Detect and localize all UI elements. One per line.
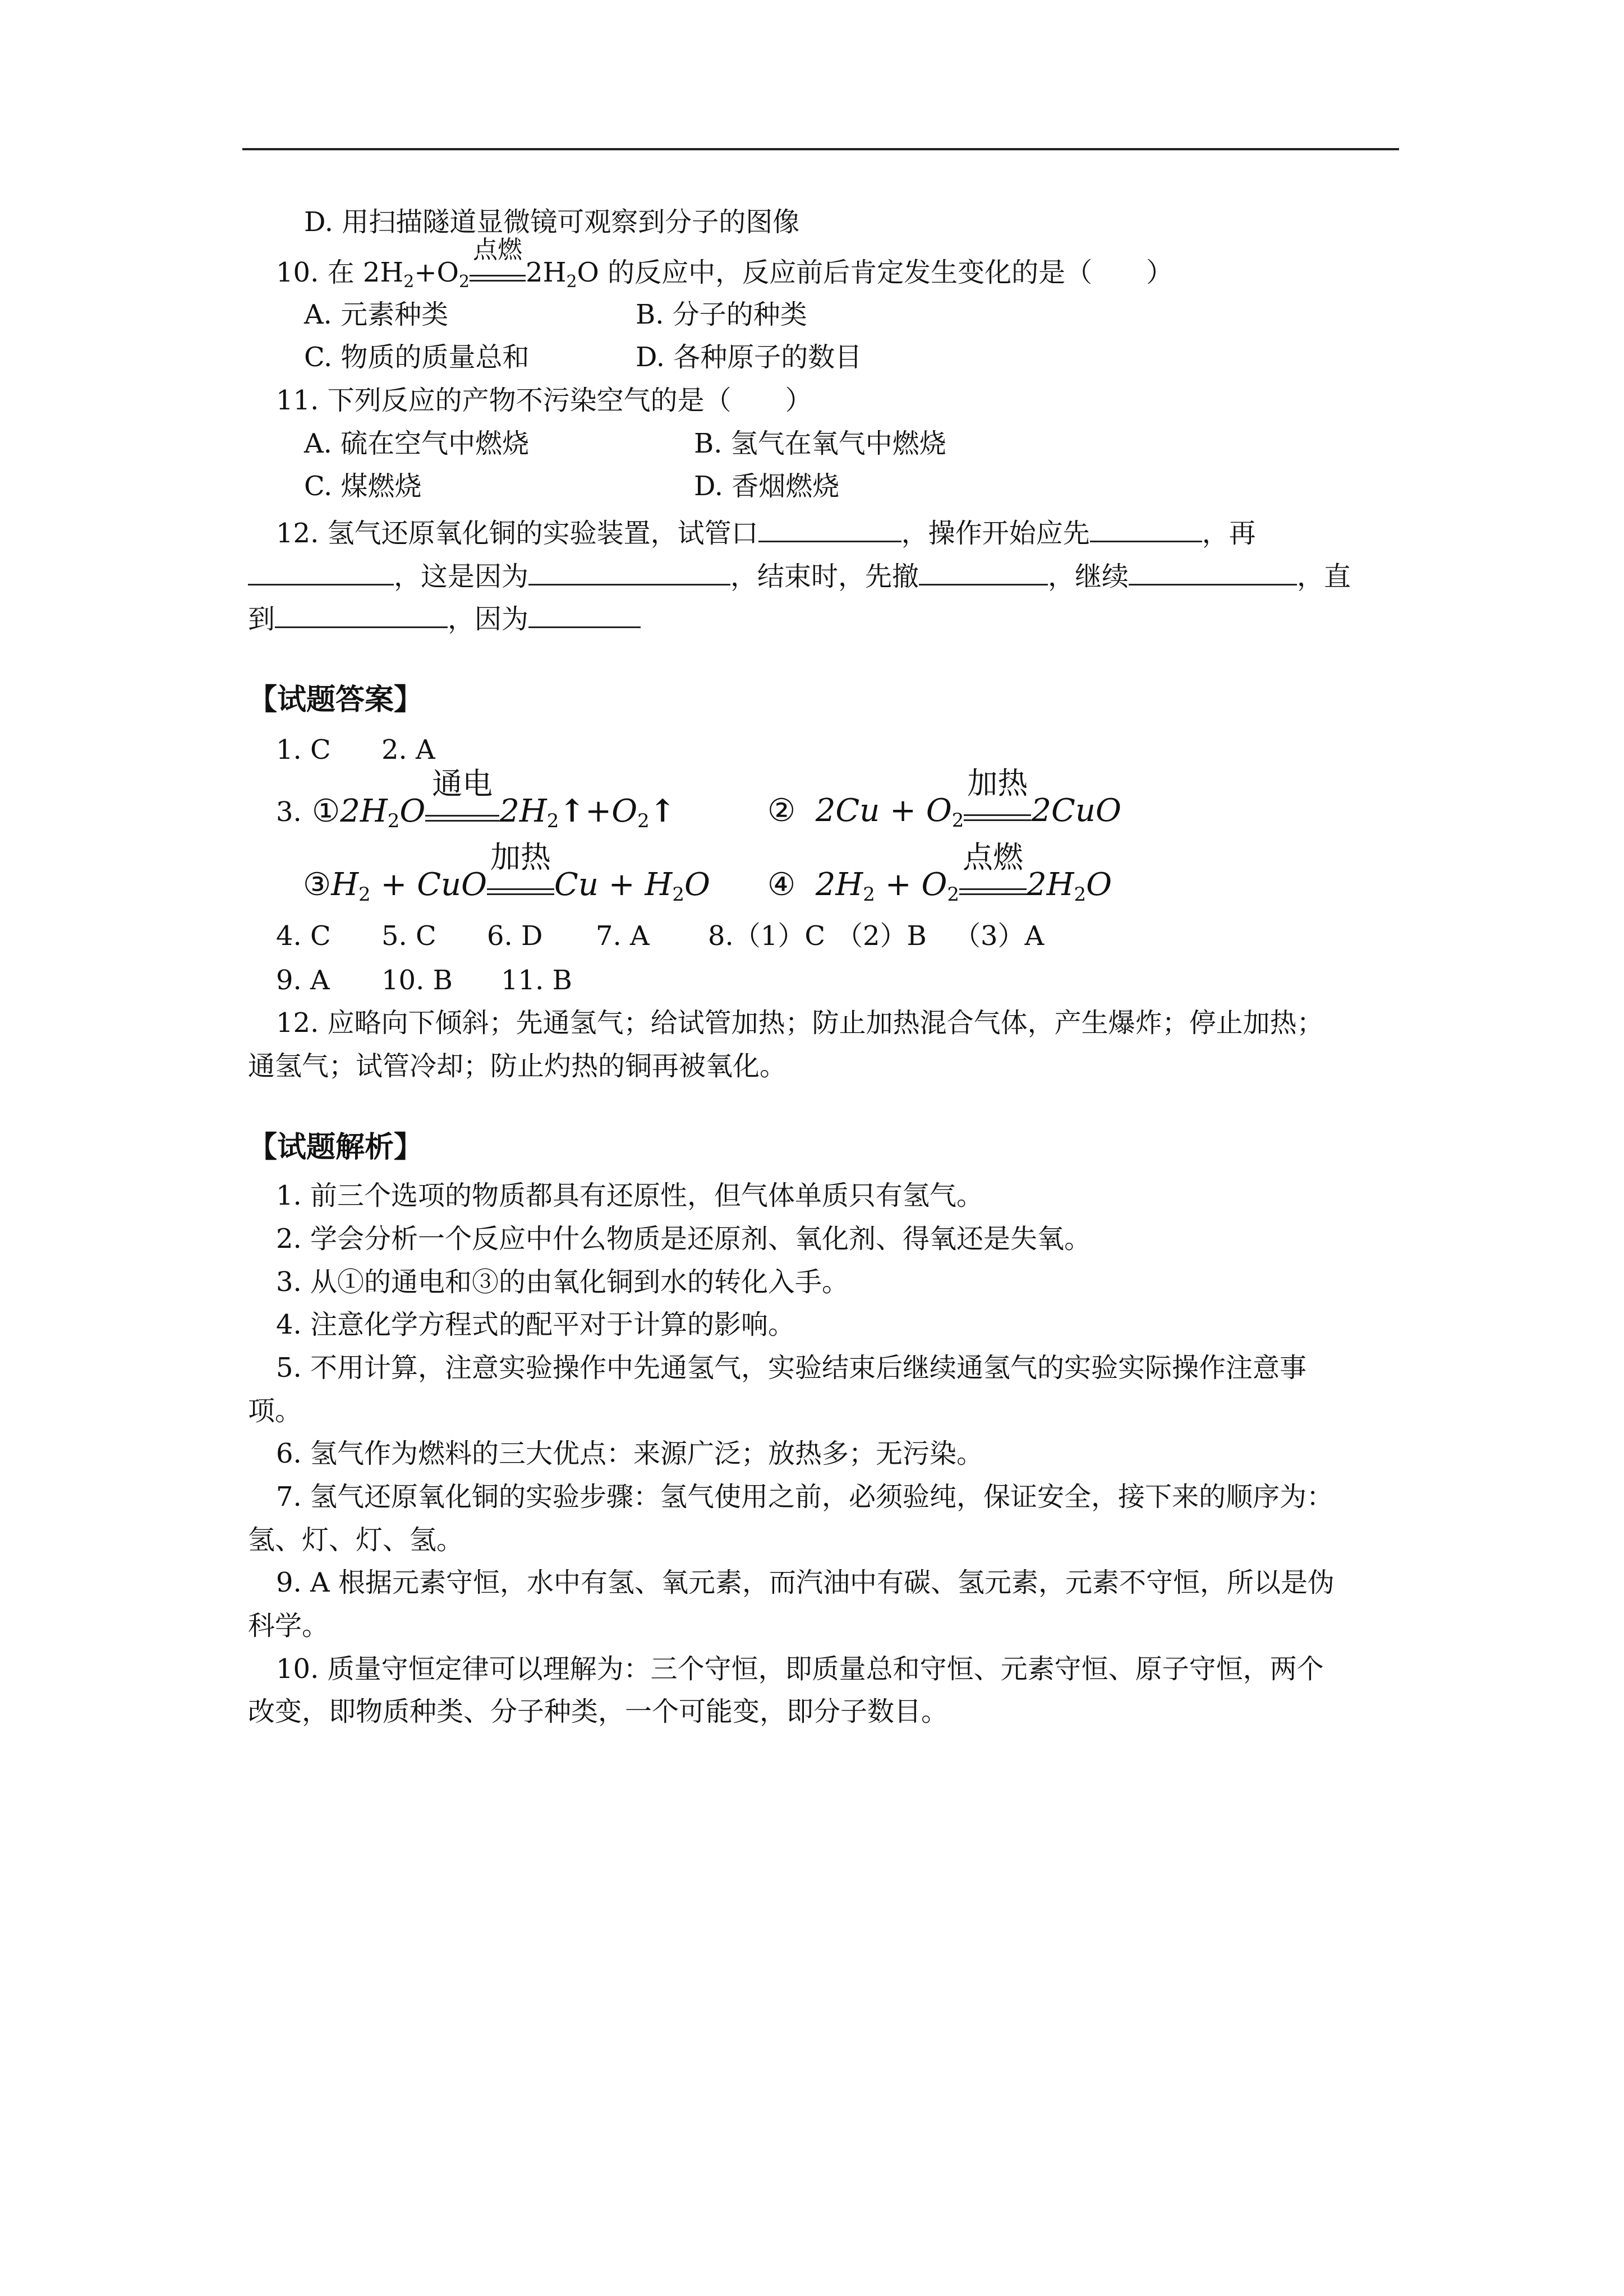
q12-blank[interactable] [919,559,1048,585]
q11-option-b: B. 氢气在氧气中燃烧 [694,428,946,459]
q10-prefix: 10. 在 2H [276,257,404,288]
analysis-10-line-1: 10. 质量守恒定律可以理解为：三个守恒，即质量总和守恒、元素守恒、原子守恒，两个 [276,1653,1324,1685]
eq-circle-1: ① [312,793,341,829]
q12-blank[interactable] [1090,516,1202,542]
answer-8-3: （3）A [954,920,1045,952]
eq-circle-2: ② [767,792,796,829]
eq1-condition-label: 通电 [432,766,493,801]
q10-equals-bar [470,275,526,282]
answer-1: 1. C [276,734,331,766]
q12-blank[interactable] [248,559,394,585]
q10-option-d: D. 各种原子的数目 [636,342,862,373]
eq2-condition-label: 加热 [967,766,1028,801]
analysis-7-line-2: 氢、灯、灯、氢。 [248,1524,464,1556]
answer-2: 2. A [381,734,435,766]
q12-blank[interactable] [275,602,448,628]
analysis-heading: 【试题解析】 [248,1130,424,1164]
q12-text: 12. 氢气还原氧化铜的实验装置，试管口 [276,518,758,549]
q12-text: ，继续 [1048,561,1129,592]
analysis-5-line-2: 项。 [248,1395,302,1427]
eq-circle-3: ③ [303,866,332,903]
analysis-3: 3. 从①的通电和③的由氧化铜到水的转化入手。 [276,1266,849,1298]
answer-8-2: （2）B [836,920,927,952]
analysis-2: 2. 学会分析一个反应中什么物质是还原剂、氧化剂、得氧还是失氧。 [276,1223,1092,1255]
q10-stem [276,236,1174,292]
eq2-condition [964,766,1031,821]
analysis-5-line-1: 5. 不用计算，注意实验操作中先通氢气，实验结束后继续通氢气的实验实际操作注意事 [276,1352,1307,1384]
q10-option-c: C. 物质的质量总和 [304,342,530,373]
q11-option-c: C. 煤燃烧 [304,471,422,502]
analysis-9-line-1: 9. A 根据元素守恒，水中有氢、氧元素，而汽油中有碳、氢元素，元素不守恒，所以是伪 [276,1567,1335,1598]
answer-5: 5. C [381,920,436,952]
q12-text: ，结束时，先撤 [730,561,919,592]
analysis-1: 1. 前三个选项的物质都具有还原性，但气体单质只有氢气。 [276,1180,984,1211]
q12-line-3 [248,602,641,633]
q11-stem: 11. 下列反应的产物不污染空气的是（ ） [276,385,812,416]
header-rule [242,148,1399,150]
q10-reaction-condition [470,236,526,282]
answer-8-1: 8.（1）C [708,920,826,952]
answer-11: 11. B [501,965,572,996]
answer-12-line-2: 通氢气；试管冷却；防止灼热的铜再被氧化。 [248,1050,787,1082]
q10-sub: 2 [566,272,577,292]
answer-9: 9. A [276,965,330,996]
q12-blank[interactable] [528,602,641,628]
answer-7: 7. A [596,920,650,952]
q12-line-1 [276,516,1256,547]
q9-option-d: D. 用扫描隧道显微镜可观察到分子的图像 [304,206,800,238]
q12-line-2 [248,559,1351,590]
q12-text: ，因为 [448,603,529,635]
q10-option-a: A. 元素种类 [304,299,449,330]
eq4-condition-label: 点燃 [963,840,1023,875]
q12-text: ，操作开始应先 [901,518,1090,549]
answer-3-number: 3. [276,796,302,828]
analysis-7-line-1: 7. 氢气还原氧化铜的实验步骤：氢气使用之前，必须验纯，保证安全，接下来的顺序为： [276,1481,1334,1513]
q10-plus-o: +O [414,257,459,288]
answer-10: 10. B [381,965,453,996]
answers-heading: 【试题答案】 [248,683,424,717]
q12-blank[interactable] [528,559,730,585]
q10-sub: 2 [458,272,470,292]
q12-text: ，再 [1202,518,1256,549]
q10-condition-label: 点燃 [473,236,523,264]
analysis-6: 6. 氢气作为燃料的三大优点：来源广泛；放热多；无污染。 [276,1438,984,1469]
eq3-condition-label: 加热 [490,840,551,875]
analysis-4: 4. 注意化学方程式的配平对于计算的影响。 [276,1309,795,1340]
answer-12-line-1: 12. 应略向下倾斜；先通氢气；给试管加热；防止加热混合气体，产生爆炸；停止加热； [276,1007,1324,1039]
equation-4: ④ $2H_2 + O_2$ 点燃 $2H_2O$ [767,840,1112,906]
q12-blank[interactable] [1129,559,1297,585]
answer-4: 4. C [276,920,331,952]
eq1-condition [425,766,499,822]
q10-sub: 2 [403,272,415,292]
q12-blank[interactable] [758,516,901,542]
equation-3: $③H_2$ + CuO 加热 $Cu + H_2O$ [303,840,710,906]
q12-text: ，直 [1297,561,1351,592]
q10-suffix: O 的反应中，反应前后肯定发生变化的是（ ） [577,257,1174,288]
q10-product: 2H [526,257,567,288]
q11-option-a: A. 硫在空气中燃烧 [304,428,530,459]
analysis-10-line-2: 改变，即物质种类、分子种类，一个可能变，即分子数目。 [248,1696,949,1727]
analysis-9-line-2: 科学。 [248,1610,329,1642]
eq3-condition [487,840,554,895]
q12-text: ，这是因为 [394,561,529,592]
q12-text: 到 [248,603,275,635]
answer-6: 6. D [487,920,543,952]
equation-1: $①2H_2O$ 通电 $2H_2↑+O_2↑$ [312,766,676,832]
q11-option-d: D. 香烟燃烧 [694,471,840,502]
equation-2: ② $2Cu + O_2$ 加热 2CuO [767,766,1121,832]
q10-option-b: B. 分子的种类 [636,299,807,330]
eq4-condition [959,840,1027,895]
eq-circle-4: ④ [767,866,796,903]
